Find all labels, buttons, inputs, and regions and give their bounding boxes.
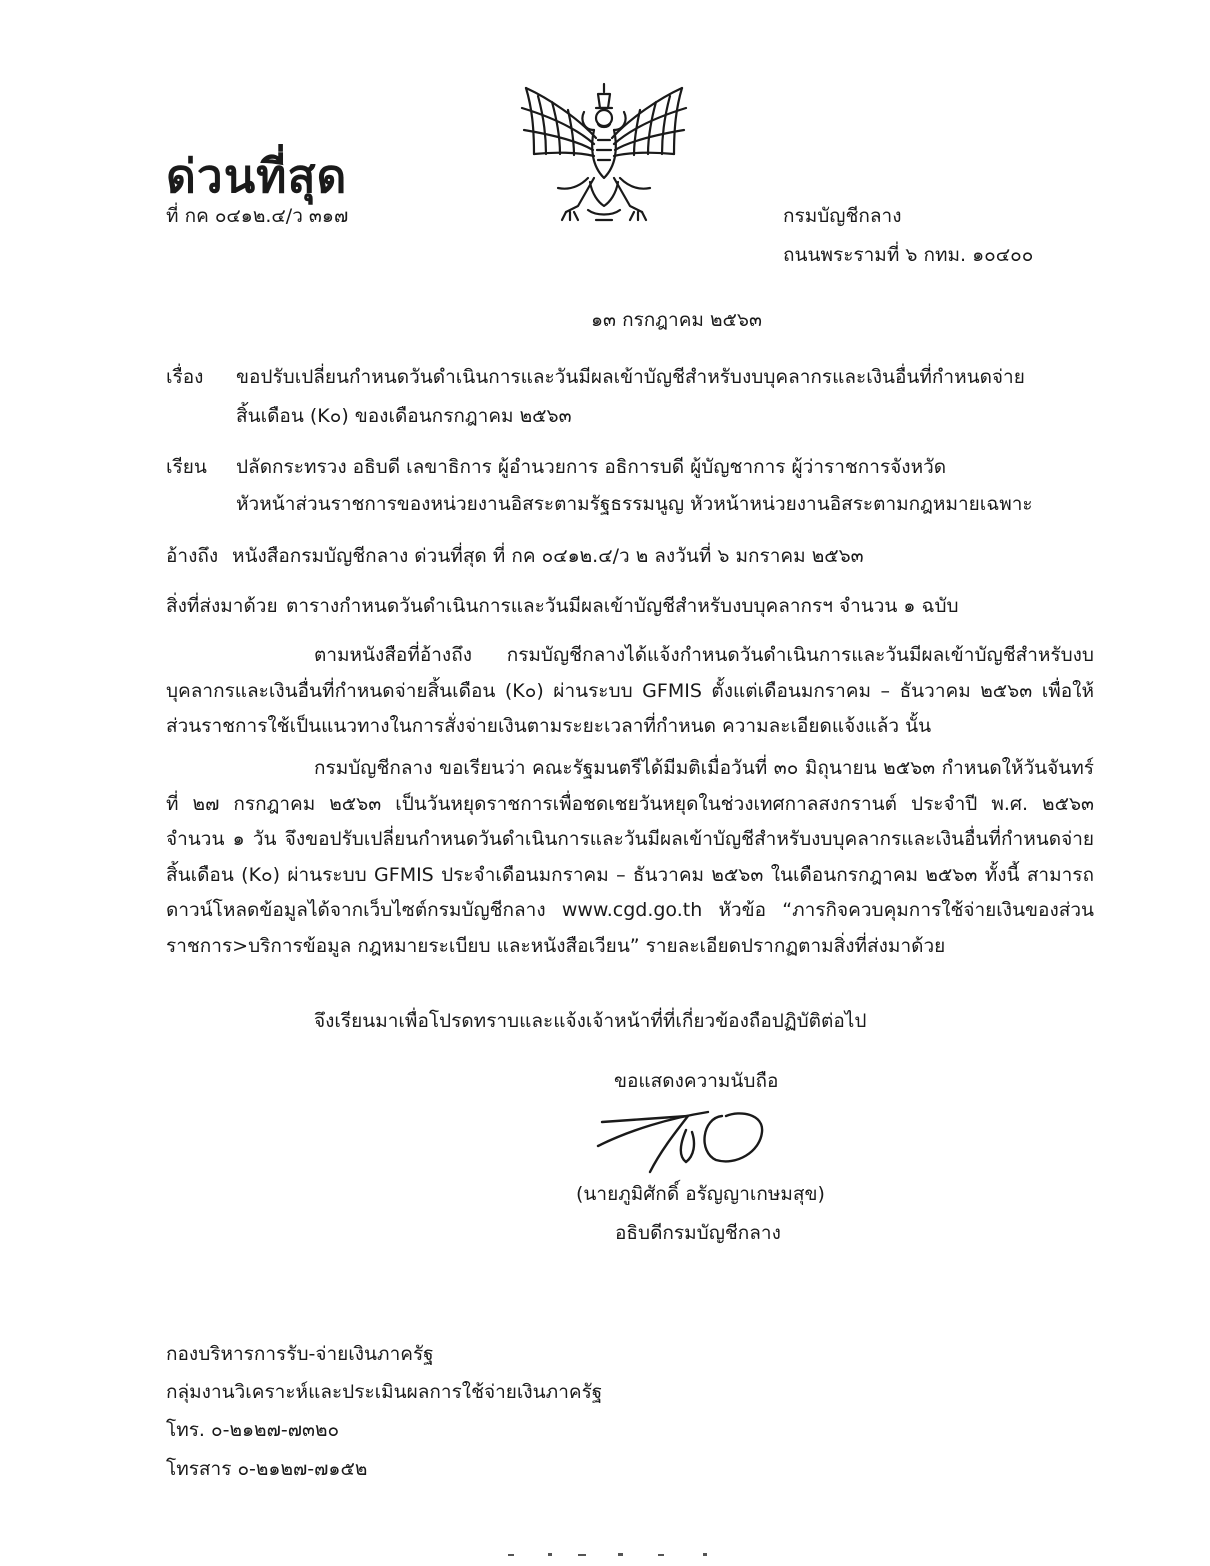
enclosure-text: ตารางกำหนดวันดำเนินการและวันมีผลเข้าบัญชีสำหรับงบบุคลากรฯ จำนวน ๑ ฉบับ (286, 595, 959, 617)
footer-group: กลุ่มงานวิเคราะห์และประเมินผลการใช้จ่ายเงินภาครัฐ (166, 1381, 603, 1403)
recipient-line-2: หัวหน้าส่วนราชการของหน่วยงานอิสระตามรัฐธรรมนูญ หัวหน้าหน่วยงานอิสระตามกฎหมายเฉพาะ (236, 493, 1033, 515)
garuda-emblem (518, 78, 690, 228)
scan-artifact (508, 1552, 718, 1558)
signatory-name: (นายภูมิศักดิ์ อรัญญาเกษมสุข) (576, 1183, 825, 1205)
subject-label: เรื่อง (166, 366, 204, 388)
enclosure-label: สิ่งที่ส่งมาด้วย (166, 595, 278, 617)
footer-division: กองบริหารการรับ-จ่ายเงินภาครัฐ (166, 1343, 434, 1365)
footer-fax: โทรสาร ๐-๒๑๒๗-๗๑๕๒ (166, 1458, 368, 1480)
subject-line-1: ขอปรับเปลี่ยนกำหนดวันดำเนินการและวันมีผลเข้าบัญชีสำหรับงบบุคลากรและเงินอื่นที่กำหนดจ่าย (236, 366, 1025, 388)
reference-text: หนังสือกรมบัญชีกลาง ด่วนที่สุด ที่ กค ๐๔๑๒.๔/ว ๒ ลงวันที่ ๖ มกราคม ๒๕๖๓ (232, 545, 864, 567)
organization-name: กรมบัญชีกลาง (783, 205, 902, 227)
closing-sentence: จึงเรียนมาเพื่อโปรดทราบและแจ้งเจ้าหน้าที่ที่เกี่ยวข้องถือปฏิบัติต่อไป (314, 1010, 867, 1032)
recipient-line-1: ปลัดกระทรวง อธิบดี เลขาธิการ ผู้อำนวยการ อธิการบดี ผู้บัญชาการ ผู้ว่าราชการจังหวัด (236, 456, 947, 478)
document-number: ที่ กค ๐๔๑๒.๔/ว ๓๑๗ (166, 205, 349, 227)
reference-label: อ้างถึง (166, 545, 219, 567)
urgency-heading: ด่วนที่สุด (166, 149, 348, 203)
subject-line-2: สิ้นเดือน (K๐) ของเดือนกรกฎาคม ๒๕๖๓ (236, 405, 572, 427)
body-paragraph-1: ตามหนังสือที่อ้างถึง กรมบัญชีกลางได้แจ้งกำหนดวันดำเนินการและวันมีผลเข้าบัญชีสำหรับงบบุคลากรและเงินอื่นที่กำหนดจ่ายสิ้นเดือน (K๐) ผ่านระบบ GFMIS ตั้งแต่เดือนมกราคม – ธันวาคม ๒๕๖๓ เพื่อให้ส่วนราชการใช้เป็นแนวทางในการสั่งจ่ายเงินตามระยะเวลาที่กำหนด ความละเอียดแจ้งแล้ว นั้น (166, 644, 1094, 737)
footer-telephone: โทร. ๐-๒๑๒๗-๗๓๒๐ (166, 1419, 340, 1441)
signatory-position: อธิบดีกรมบัญชีกลาง (615, 1222, 781, 1244)
handwritten-signature (590, 1100, 790, 1180)
body-paragraph-2: กรมบัญชีกลาง ขอเรียนว่า คณะรัฐมนตรีได้มีมติเมื่อวันที่ ๓๐ มิถุนายน ๒๕๖๓ กำหนดให้วันจันทร์ที่ ๒๗ กรกฎาคม ๒๕๖๓ เป็นวันหยุดราชการเพื่อชดเชยวันหยุดในช่วงเทศกาลสงกรานต์ ประจำปี พ.ศ. ๒๕๖๓ จำนวน ๑ วัน จึงขอปรับเปลี่ยนกำหนดวันดำเนินการและวันมีผลเข้าบัญชีสำหรับงบบุคลากรและเงินอื่นที่กำหนดจ่ายสิ้นเดือน (K๐) ผ่านระบบ GFMIS ประจำเดือนมกราคม – ธันวาคม ๒๕๖๓ ในเดือนกรกฎาคม ๒๕๖๓ ทั้งนี้ สามารถดาวน์โหลดข้อมูลได้จากเว็บไซต์กรมบัญชีกลาง www.cgd.go.th หัวข้อ “ภารกิจควบคุมการใช้จ่ายเงินของส่วนราชการ>บริการข้อมูล กฎหมายระเบียบ และหนังสือเวียน” รายละเอียดปรากฏตามสิ่งที่ส่งมาด้วย (166, 757, 1094, 957)
recipient-label: เรียน (166, 456, 207, 478)
document-date: ๑๓ กรกฎาคม ๒๕๖๓ (591, 309, 762, 331)
complimentary-close: ขอแสดงความนับถือ (614, 1070, 779, 1092)
organization-address: ถนนพระรามที่ ๖ กทม. ๑๐๔๐๐ (783, 244, 1034, 266)
